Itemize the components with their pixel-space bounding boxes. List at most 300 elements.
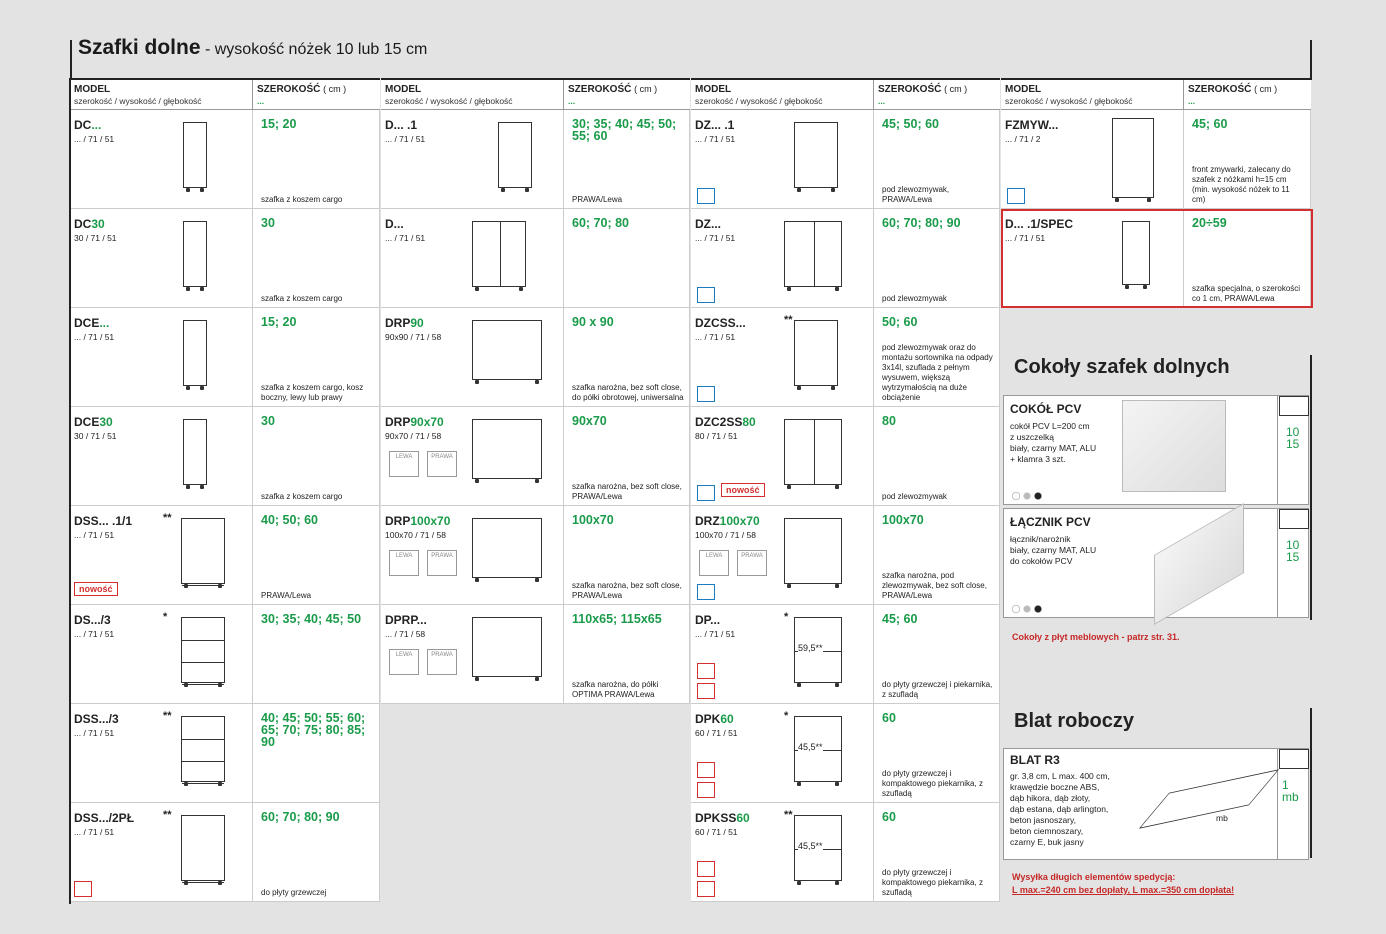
cabinet-leg [218,782,222,786]
cokol-desc: biały, czarny MAT, ALU [1010,443,1097,453]
column-header [691,78,1000,110]
cokoly-note: Cokoły z płyt meblowych - patrz str. 31. [1012,632,1180,642]
product-name-base: DCE [74,316,100,330]
product-name-base: DC [74,217,92,231]
product-name-base: DS.../3 [74,613,111,627]
cabinet-leg [787,287,791,291]
product-widths: 50; 60 [882,315,918,329]
lewa-label: LEWA [389,550,419,576]
product-dimensions: 60 / 71 / 51 [695,728,738,738]
product-row [70,605,380,704]
product-description: do płyty grzewczej i kompaktowego piekarnika, z szufladą [882,769,983,798]
product-row [70,308,380,407]
size-b: 15 [1286,437,1300,451]
cokol-desc: + klamra 3 szt. [1010,454,1066,464]
product-name-suffix: 30 [91,217,105,231]
header-width-text: SZEROKOŚĆ [568,84,632,95]
product-model-cell [70,209,253,307]
prawa-label: PRAWA [427,649,457,675]
product-name-base: DZCSS... [695,316,746,330]
cabinet-leg [200,188,204,192]
asterisk-note: ** [784,809,793,821]
product-model-cell [691,308,874,406]
asterisk-note: ** [163,512,172,524]
product-dimensions: ... / 71 / 51 [74,728,115,738]
product-name-suffix: 90 [410,316,424,330]
header-width-unit: ( cm ) [944,84,968,94]
product-name-suffix: 90x70 [410,415,444,429]
header-width-text: SZEROKOŚĆ [878,84,942,95]
header-width-unit: ( cm ) [323,84,347,94]
cabinet-leg [184,782,188,786]
cabinet-leg [200,386,204,390]
blat-name: BLAT R3 [1010,753,1060,767]
product-width-cell [253,506,380,604]
product-name-suffix: ... [91,118,102,132]
asterisk-note: ** [163,710,172,722]
product-dimensions: 60 / 71 / 51 [695,827,738,837]
product-width-cell [253,704,380,802]
product-row [381,110,690,209]
product-row [381,506,690,605]
header-width-dots: ... [1188,96,1196,106]
cokol-item [1003,395,1309,505]
cabinet-leg [186,485,190,489]
product-name [385,514,450,528]
product-row [70,407,380,506]
product-row [70,704,380,803]
length-icon [1279,749,1309,769]
product-widths: 40; 50; 60 [261,513,318,527]
color-dots [1012,605,1046,613]
header-model-label: MODEL [74,84,111,95]
product-row [381,605,690,704]
header-model [70,80,253,110]
cokol-desc: z uszczelką [1010,432,1054,442]
header-width-label [878,84,1000,95]
cabinet-leg [831,188,835,192]
product-name [695,811,750,825]
hob-icon [697,861,715,877]
product-widths: 45; 60 [882,612,918,626]
product-name-base: DZ... [695,217,721,231]
product-name-suffix: 60 [720,712,734,726]
header-width [253,80,380,110]
product-model-cell [70,506,253,604]
height-icon [1279,509,1309,529]
blat-border [1310,708,1312,858]
header-model-label: MODEL [385,84,422,95]
header-width-unit: ( cm ) [634,84,658,94]
product-widths: 60; 70; 80 [572,216,629,230]
product-name-base: DPKSS [695,811,737,825]
product-width-cell [874,704,1000,802]
blat-inner [1004,749,1278,859]
cabinet-leg [218,683,222,687]
cokol-desc: łącznik/narożnik [1010,534,1071,544]
product-description: szafka narożna, bez soft close, PRAWA/Lewa [572,581,682,600]
cokol-image [1122,400,1226,492]
cabinet-leg [184,881,188,885]
header-width-dots: ... [257,96,265,106]
product-widths: 20÷59 [1192,216,1227,230]
product-description: szafka narożna, bez soft close, do półki obrotowej, uniwersalna [572,383,684,402]
product-description: szafka narożna, pod zlewozmywak, bez soft close, PRAWA/Lewa [882,571,987,600]
blat-desc: gr. 3,8 cm, L max. 400 cm, [1010,771,1110,781]
product-width-cell [1184,110,1311,208]
product-dimensions: ... / 71 / 51 [74,827,115,837]
product-name [74,415,113,429]
cabinet-drawing [183,122,207,188]
product-name [695,217,721,231]
cabinet-leg [835,683,839,687]
product-row [381,407,690,506]
product-widths: 45; 60 [1192,117,1228,131]
cabinet-drawing [181,617,225,683]
cabinet-leg [186,188,190,192]
product-description: front zmywarki, zalecany do szafek z nóżkami h=15 cm (min. wysokość nóżek to 11 cm) [1192,165,1291,204]
product-description: szafka z koszem cargo [261,492,343,501]
cabinet-leg [475,578,479,582]
cabinet-drawing [472,320,542,380]
cabinet-leg [797,188,801,192]
product-model-cell [691,605,874,703]
product-row [70,803,380,902]
product-widths: 60 [882,711,896,725]
product-name-base: DP... [695,613,721,627]
product-width-cell [874,803,1000,901]
blat-desc: beton ciemnoszary, [1010,826,1084,836]
product-model-cell [691,803,874,901]
product-name [385,316,424,330]
cabinet-leg [184,683,188,687]
product-width-cell [564,506,690,604]
product-row [381,209,690,308]
cokol-item [1003,508,1309,618]
product-name [695,712,734,726]
product-description: do płyty grzewczej [261,888,327,897]
cabinet-leg [835,485,839,489]
product-dimensions: ... / 71 / 51 [695,233,736,243]
product-width-cell [253,803,380,901]
product-description: do płyty grzewczej i kompaktowego piekarnika, z szufladą [882,868,983,897]
product-model-cell [70,407,253,505]
product-name-base: DRP [385,316,411,330]
product-name [695,415,756,429]
product-widths: 45; 50; 60 [882,117,939,131]
product-widths: 90 x 90 [572,315,614,329]
cokol-inner [1004,509,1278,617]
product-dimensions: ... / 71 / 51 [695,134,736,144]
cabinet-leg [519,287,523,291]
product-row [691,506,1000,605]
product-description: szafka narożna, bez soft close, PRAWA/Lewa [572,482,682,501]
cabinet-drawing [784,221,842,287]
product-description: szafka z koszem cargo [261,294,343,303]
cokol-desc: biały, czarny MAT, ALU [1010,545,1097,555]
cokol-image [1154,503,1244,625]
product-widths: 15; 20 [261,117,297,131]
cokol-inner [1004,396,1278,504]
product-description: szafka specjalna, o szerokości co 1 cm, PRAWA/Lewa [1192,284,1301,303]
cabinet-leg [525,188,529,192]
header-model-sub: szerokość / wysokość / głębokość [74,96,202,106]
cokoly-title: Cokoły szafek dolnych [1014,356,1230,378]
product-name-base: DRP [385,415,411,429]
product-dimensions: 30 / 71 / 51 [74,431,117,441]
product-name-base: FZMYW... [1005,118,1059,132]
product-row [691,308,1000,407]
header-model [1001,80,1184,110]
product-dimensions: ... / 71 / 51 [74,332,115,342]
product-model-cell [691,110,874,208]
product-row [691,803,1000,902]
product-description: szafka z koszem cargo [261,195,343,204]
product-name-base: D... [385,217,404,231]
highlight-box [1001,209,1313,308]
asterisk-note: * [163,611,168,623]
product-row [381,308,690,407]
header-width [564,80,690,110]
product-name-base: DCE [74,415,100,429]
header-width-label [257,84,380,95]
product-description: do płyty grzewczej i piekarnika, z szufladą [882,680,993,699]
sink-icon [697,188,715,204]
product-name-base: DSS.../2PŁ [74,811,135,825]
product-widths: 30; 35; 40; 45; 50; 55; 60 [572,117,677,143]
cabinet-leg [218,584,222,588]
product-name-suffix: 80 [742,415,756,429]
product-model-cell [70,605,253,703]
header-width-label [1188,84,1311,95]
cabinet-leg [835,881,839,885]
header-model-sub: szerokość / wysokość / głębokość [1005,96,1133,106]
product-dimensions: 100x70 / 71 / 58 [695,530,756,540]
product-row [691,605,1000,704]
hob-icon [697,663,715,679]
product-widths: 90x70 [572,414,607,428]
product-model-cell [381,209,564,307]
product-name-base: DSS... .1/1 [74,514,133,528]
cabinet-leg [787,584,791,588]
product-dimensions: ... / 71 / 51 [695,629,736,639]
product-name-suffix: 60 [736,811,750,825]
drawer-line [182,761,224,762]
column-header [1001,78,1311,110]
product-name [74,514,132,528]
product-name [695,613,720,627]
cabinet-leg [475,677,479,681]
product-width-cell [253,605,380,703]
product-widths: 110x65; 115x65 [572,612,662,626]
page-title: Szafki dolne - wysokość nóżek 10 lub 15 cm [78,36,428,59]
cokol-desc: cokół PCV L=200 cm [1010,421,1090,431]
blat-title: Blat roboczy [1014,710,1135,732]
door-split [814,420,815,484]
blat-desc: dąb estana, dąb arlington, [1010,804,1109,814]
product-name-base: DSS.../3 [74,712,119,726]
blat-desc: krawędzie boczne ABS, [1010,782,1100,792]
header-model-label: MODEL [695,84,732,95]
top-line-left [70,40,72,80]
new-badge: nowość [721,483,765,497]
product-widths: 60; 70; 80; 90 [261,810,340,824]
cabinet-drawing [794,122,838,188]
blat-note-1: Wysyłka długich elementów spedycją: [1012,872,1176,882]
product-description: pod zlewozmywak [882,294,947,303]
product-widths: 60 [882,810,896,824]
product-description: PRAWA/Lewa [572,195,623,204]
cabinet-drawing [472,518,542,578]
cabinet-leg [535,479,539,483]
product-dimensions: ... / 71 / 51 [385,233,426,243]
oven-icon [697,683,715,699]
measure-label: 59,5** [798,643,823,653]
product-name-base: D... .1 [385,118,418,132]
lewa-label: LEWA [389,451,419,477]
product-name-base: DZ... .1 [695,118,735,132]
color-dots [1012,492,1046,500]
hob-icon [697,762,715,778]
cabinet-leg [501,188,505,192]
hob-icon [74,881,92,897]
left-border [69,78,71,904]
header-width [874,80,1000,110]
cabinet-leg [200,485,204,489]
cabinet-leg [835,287,839,291]
asterisk-note: * [784,611,789,623]
product-model-cell [381,506,564,604]
cabinet-leg [1115,198,1119,202]
product-model-cell [381,308,564,406]
product-name [695,118,734,132]
cabinet-drawing [181,518,225,584]
prawa-label: PRAWA [427,550,457,576]
product-name [385,118,417,132]
measure-label: 45,5** [798,841,823,851]
product-description: pod zlewozmywak oraz do montażu sortownika na odpady 3x14l, szuflada z pełnym wysuwem, większą wytrzymałością na duże obciążenie [882,343,993,402]
product-name [1005,118,1058,132]
asterisk-note: * [784,710,789,722]
product-name [74,811,134,825]
product-width-cell [564,407,690,505]
product-width-cell [874,110,1000,208]
cokol-desc: do cokołów PCV [1010,556,1073,566]
door-split [814,222,815,286]
cabinet-leg [186,386,190,390]
product-widths: 30 [261,414,275,428]
product-name [74,217,105,231]
product-name-suffix: 30 [99,415,113,429]
cabinet-drawing [183,221,207,287]
cabinet-drawing [794,320,838,386]
drawer-line [182,662,224,663]
cabinet-leg [787,485,791,489]
cabinet-leg [184,584,188,588]
cabinet-drawing [498,122,532,188]
measure-label: 45,5** [798,742,823,752]
cabinet-drawing [181,716,225,782]
product-name [74,712,119,726]
cabinet-leg [835,584,839,588]
product-name-base: DC [74,118,92,132]
product-name [385,613,427,627]
product-widths: 30 [261,216,275,230]
product-row [70,110,380,209]
product-dimensions: ... / 71 / 2 [1005,134,1041,144]
product-dimensions: ... / 71 / 58 [385,629,426,639]
product-width-cell [564,110,690,208]
product-dimensions: 90x70 / 71 / 58 [385,431,442,441]
product-name-base: DPRP... [385,613,427,627]
product-row [1001,110,1311,209]
blat-note-2: L max.=240 cm bez dopłaty, L max.=350 cm dopłata! [1012,885,1235,895]
cabinet-leg [797,881,801,885]
product-name-base: DPK [695,712,721,726]
header-width-label [568,84,690,95]
product-name [695,514,760,528]
product-description: PRAWA/Lewa [261,591,312,600]
product-name [74,316,109,330]
cabinet-leg [218,881,222,885]
size-b: 15 [1286,550,1300,564]
blat-desc: beton jasnoszary, [1010,815,1076,825]
product-width-cell [874,605,1000,703]
product-model-cell [70,110,253,208]
height-icon [1279,396,1309,416]
column-header [70,78,380,110]
header-width-text: SZEROKOŚĆ [1188,84,1252,95]
product-dimensions: ... / 71 / 51 [385,134,426,144]
dishwasher-icon [1007,188,1025,204]
cabinet-drawing [472,419,542,479]
product-name [74,118,101,132]
cokoly-border [1310,355,1312,620]
cabinet-leg [535,380,539,384]
header-model-sub: szerokość / wysokość / głębokość [695,96,823,106]
blat-mb: mb [1216,813,1228,823]
new-badge: nowość [74,582,118,596]
product-dimensions: 30 / 71 / 51 [74,233,117,243]
cabinet-leg [797,782,801,786]
product-name [695,316,746,330]
size-a: 10 [1286,538,1300,552]
cabinet-drawing [183,320,207,386]
door-split [500,222,501,286]
product-name-base: DZC2SS [695,415,743,429]
product-width-cell [564,308,690,406]
prawa-label: PRAWA [427,451,457,477]
top-line-right [1310,40,1312,80]
product-width-cell [874,407,1000,505]
product-dimensions: ... / 71 / 51 [1005,233,1046,243]
product-widths: 60; 70; 80; 90 [882,216,961,230]
header-width-dots: ... [568,96,576,106]
cabinet-leg [186,287,190,291]
sink-icon [697,287,715,303]
oven-icon [697,782,715,798]
product-name [74,613,111,627]
product-widths: 100x70 [882,513,924,527]
product-width-cell [253,110,380,208]
product-model-cell [691,209,874,307]
product-width-cell [874,308,1000,406]
product-width-cell [874,506,1000,604]
cabinet-drawing [472,617,542,677]
product-model-cell [70,308,253,406]
product-width-cell [253,407,380,505]
product-description: szafka narożna, do półki OPTIMA PRAWA/Lewa [572,680,659,699]
